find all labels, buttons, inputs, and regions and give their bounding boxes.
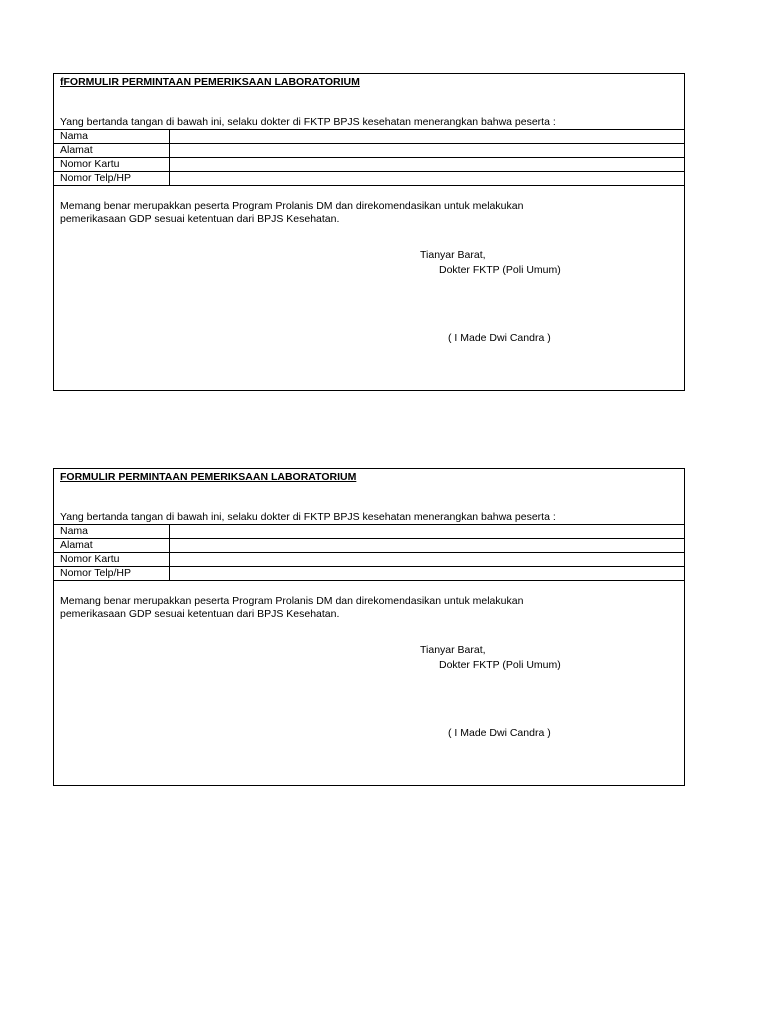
field-row-nomor-kartu (54, 158, 684, 172)
statement-line: Memang benar merupakkan peserta Program Prolanis DM dan direkomendasikan untuk melakukan (60, 595, 524, 607)
nomor-kartu-field[interactable] (170, 553, 685, 567)
form-intro: Yang bertanda tangan di bawah ini, selaku dokter di FKTP BPJS kesehatan menerangkan bahwa peserta : (60, 511, 556, 523)
alamat-field[interactable] (170, 144, 685, 158)
form-title: fFORMULIR PERMINTAAN PEMERIKSAAN LABORATORIUM (60, 76, 360, 88)
field-row-alamat (54, 144, 684, 158)
statement (60, 200, 660, 226)
field-label: Nomor Kartu (54, 158, 170, 172)
field-row-nama (54, 525, 684, 539)
patient-fields-table (54, 129, 684, 186)
statement-line: pemerikasaan GDP sesuai ketentuan dari BPJS Kesehatan. (60, 608, 340, 620)
nomor-kartu-field[interactable] (170, 158, 685, 172)
field-label: Nomor Kartu (54, 553, 170, 567)
nama-field[interactable] (170, 525, 685, 539)
form-title: FORMULIR PERMINTAAN PEMERIKSAAN LABORATORIUM (60, 471, 357, 483)
nomor-telp-field[interactable] (170, 172, 685, 186)
patient-fields-table (54, 524, 684, 581)
field-label: Nama (54, 130, 170, 144)
alamat-field[interactable] (170, 539, 685, 553)
field-label: Nomor Telp/HP (54, 567, 170, 581)
field-row-nomor-kartu (54, 553, 684, 567)
field-label: Nama (54, 525, 170, 539)
doctor-position: Dokter FKTP (Poli Umum) (439, 659, 561, 671)
field-label: Nomor Telp/HP (54, 172, 170, 186)
lab-request-form-1 (53, 73, 685, 391)
field-row-nomor-telp (54, 567, 684, 581)
field-row-alamat (54, 539, 684, 553)
statement (60, 595, 660, 621)
field-row-nomor-telp (54, 172, 684, 186)
signer-name: ( I Made Dwi Candra ) (448, 727, 551, 739)
field-label: Alamat (54, 144, 170, 158)
place-text: Tianyar Barat, (420, 644, 486, 656)
field-row-nama (54, 130, 684, 144)
nama-field[interactable] (170, 130, 685, 144)
place-text: Tianyar Barat, (420, 249, 486, 261)
field-label: Alamat (54, 539, 170, 553)
statement-line: Memang benar merupakkan peserta Program Prolanis DM dan direkomendasikan untuk melakukan (60, 200, 524, 212)
nomor-telp-field[interactable] (170, 567, 685, 581)
form-intro: Yang bertanda tangan di bawah ini, selaku dokter di FKTP BPJS kesehatan menerangkan bahwa peserta : (60, 116, 556, 128)
signer-name: ( I Made Dwi Candra ) (448, 332, 551, 344)
statement-line: pemerikasaan GDP sesuai ketentuan dari BPJS Kesehatan. (60, 213, 340, 225)
doctor-position: Dokter FKTP (Poli Umum) (439, 264, 561, 276)
lab-request-form-2 (53, 468, 685, 786)
